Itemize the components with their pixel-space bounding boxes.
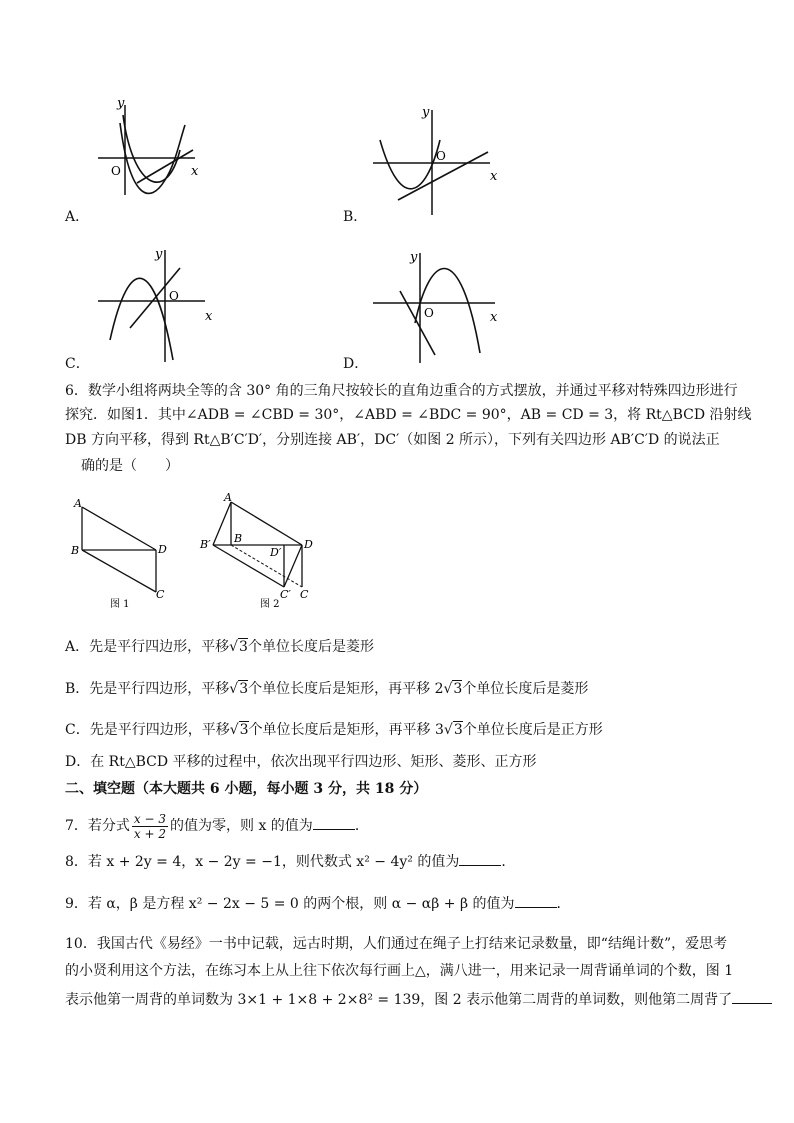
q10-line-2: 的小贤利用这个方法，在练习本上从上往下依次每行画上△，满八进一，用来记录一周背诵单词的个数，图 1 [65, 963, 734, 979]
graph-c [95, 240, 215, 365]
graph-d [370, 243, 500, 365]
q6-option-c-sqrt-1: 3 [239, 722, 249, 738]
q7-fraction [132, 812, 168, 841]
q7-end: ． [354, 818, 369, 834]
question-7 [65, 808, 369, 844]
option-d-label: D． [343, 356, 369, 372]
graph-d-x-label: x [490, 310, 498, 325]
q6-option-a-post: 个单位长度后是菱形 [247, 639, 374, 655]
option-c-label: C． [65, 356, 90, 372]
q6-option-c-sqrt-2: 3 [453, 722, 463, 738]
q6-line-1: 6．数学小组将两块全等的含 30° 角的三角尺按较长的直角边重合的方式摆放，并通过平移对特殊四边形进行 [65, 383, 738, 399]
graph-b-x-label: x [490, 169, 498, 184]
q6-figure-2 [198, 490, 328, 615]
graph-d-origin-label: O [424, 306, 434, 320]
q7-denominator: x + 2 [133, 826, 167, 841]
fig2-point-b: B [234, 532, 243, 545]
q6-option-c-post: 个单位长度后是正方形 [462, 722, 603, 738]
fig2-point-d-prime: D′ [270, 546, 282, 559]
graph-c-origin-label: O [169, 289, 179, 303]
fig1-point-a: A [74, 497, 82, 510]
q7-answer-blank[interactable] [313, 815, 355, 830]
q6-option-b: B．先是平行四边形，平移√3个单位长度后是矩形，再平移 2√3个单位长度后是菱形 [65, 681, 589, 697]
q9-answer-blank[interactable] [515, 893, 557, 908]
fig1-point-b: B [71, 544, 80, 557]
q6-option-b-mid: 个单位长度后是矩形，再平移 2 [248, 681, 444, 697]
q6-option-b-post: 个单位长度后是菱形 [462, 681, 589, 697]
graph-a-x-label: x [191, 164, 199, 179]
fig1-point-c: C [156, 588, 165, 601]
graph-a-y-label: y [117, 96, 125, 111]
fig2-point-d: D [304, 538, 313, 551]
q6-option-b-sqrt-1: 3 [239, 681, 249, 697]
q10-line-3 [65, 989, 772, 1010]
q6-option-a-sqrt: 3 [239, 639, 248, 655]
q6-option-c: C．先是平行四边形，平移√3个单位长度后是矩形，再平移 3√3个单位长度后是正方形 [65, 722, 603, 738]
fig2-caption: 图 2 [260, 599, 280, 610]
q9-end: ． [556, 896, 571, 912]
fig2-point-b-prime: B′ [200, 538, 211, 551]
fig2-point-a: A [224, 491, 232, 504]
question-8 [65, 851, 515, 872]
q6-line-2: 探究．如图1．其中∠ADB = ∠CBD = 30°，∠ABD = ∠BDC = 90°，AB = CD = 3，将 Rt△BCD 沿射线 [65, 407, 752, 423]
q7-post: 的值为零，则 x 的值为 [170, 818, 313, 834]
graph-a [95, 95, 215, 200]
graph-b-origin-label: O [436, 149, 446, 163]
graph-b [370, 100, 500, 220]
option-b-label: B． [343, 209, 368, 225]
q6-option-a: A．先是平行四边形，平移√3个单位长度后是菱形 [65, 639, 374, 655]
q6-option-b-pre: B．先是平行四边形，平移 [65, 681, 230, 697]
q10-line-3-text: 表示他第一周背的单词数为 3×1 + 1×8 + 2×8² = 139，图 2 表示他第二周背的单词数，则他第二周背了 [65, 992, 733, 1008]
q6-option-a-pre: A．先是平行四边形，平移 [65, 639, 230, 655]
q7-numerator: x − 3 [133, 811, 167, 826]
section-2-heading: 二、填空题（本大题共 6 小题，每小题 3 分，共 18 分） [65, 781, 428, 797]
fig1-caption: 图 1 [110, 599, 130, 610]
graph-c-x-label: x [205, 309, 213, 324]
q8-text: 8．若 x + 2y = 4，x − 2y = −1，则代数式 x² − 4y² 的值为 [65, 854, 460, 870]
q6-option-c-mid: 个单位长度后是矩形，再平移 3 [248, 722, 444, 738]
q6-figure-1 [68, 495, 178, 615]
fig2-point-c-prime: C′ [280, 588, 291, 601]
graph-b-y-label: y [422, 105, 430, 120]
q6-option-d: D．在 Rt△BCD 平移的过程中，依次出现平行四边形、矩形、菱形、正方形 [65, 754, 537, 770]
graph-a-origin-label: O [111, 164, 121, 178]
q7-pre: 7．若分式 [65, 818, 130, 834]
q10-line-1: 10．我国古代《易经》一书中记载，远古时期，人们通过在绳子上打结来记录数量，即“结绳计数”，爱思考 [65, 936, 728, 952]
q9-text: 9．若 α，β 是方程 x² − 2x − 5 = 0 的两个根，则 α − αβ + β 的值为 [65, 896, 515, 912]
q8-end: ． [501, 854, 516, 870]
q10-answer-blank[interactable] [732, 989, 772, 1004]
fig1-point-d: D [158, 543, 167, 556]
q6-line-4: 确的是（ ） [81, 458, 179, 474]
graph-d-y-label: y [410, 250, 418, 265]
q6-option-b-sqrt-2: 3 [453, 681, 463, 697]
q6-line-3: DB 方向平移，得到 Rt△B′C′D′，分别连接 AB′，DC′（如图 2 所示），下列有关四边形 AB′C′D 的说法正 [65, 432, 720, 448]
option-a-label: A． [65, 209, 90, 225]
graph-c-y-label: y [155, 247, 163, 262]
q8-answer-blank[interactable] [459, 851, 501, 866]
question-9 [65, 893, 571, 914]
fig2-point-c: C [300, 588, 309, 601]
q6-option-c-pre: C．先是平行四边形，平移 [65, 722, 230, 738]
